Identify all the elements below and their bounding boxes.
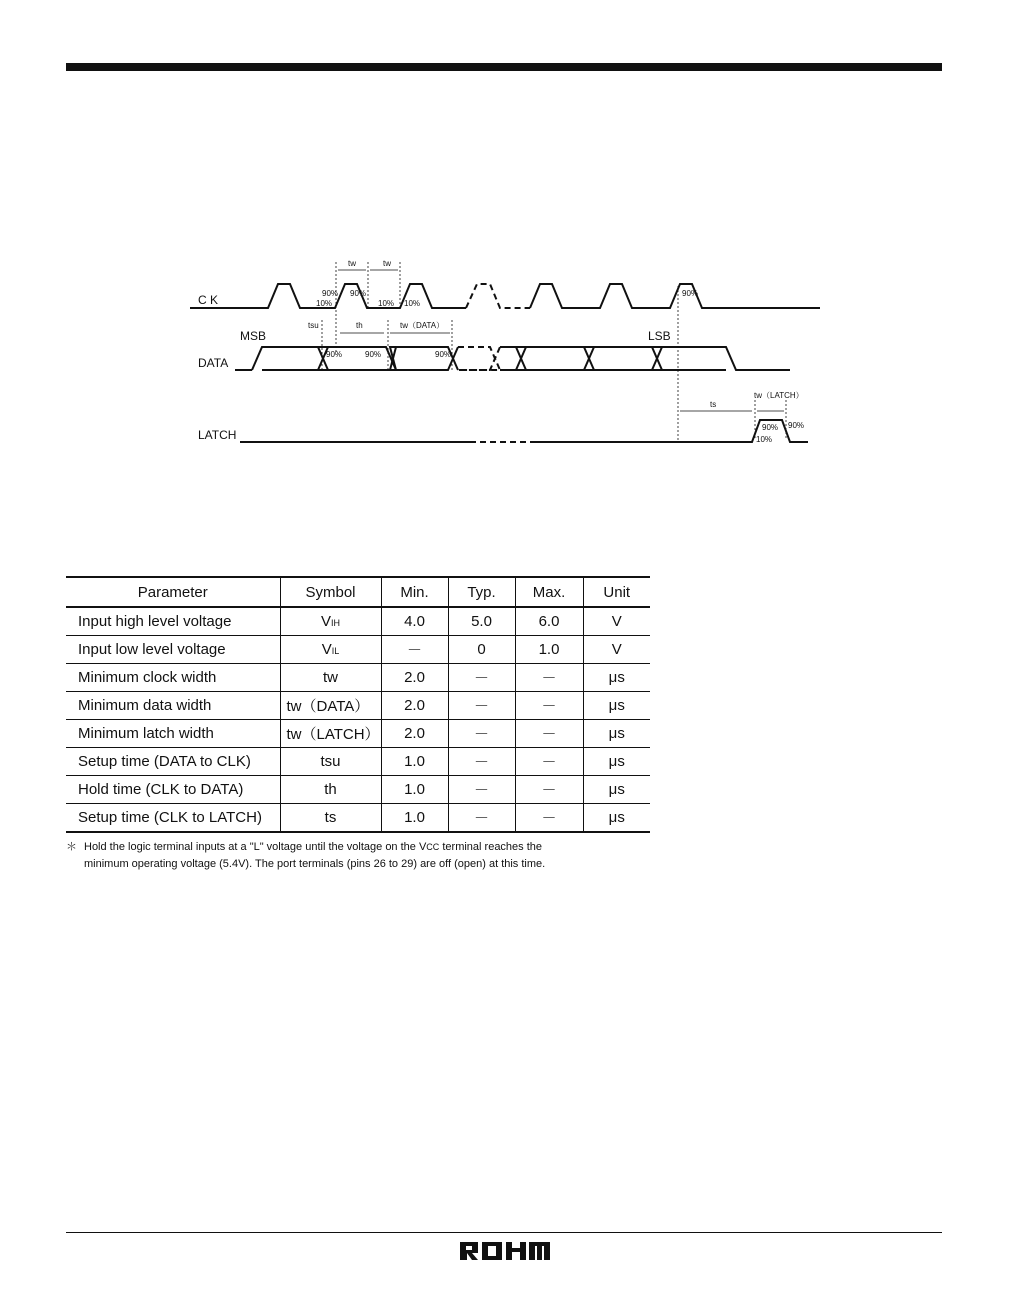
cell-parameter: Setup time (CLK to LATCH)	[66, 804, 280, 833]
tw-latch-label: tw（LATCH）	[754, 391, 804, 400]
cell-unit: μs	[583, 664, 650, 692]
cell-typ: －	[448, 748, 515, 776]
footnote	[66, 839, 686, 873]
cell-typ: －	[448, 720, 515, 748]
cell-parameter: Setup time (DATA to CLK)	[66, 748, 280, 776]
cell-max: －	[515, 748, 583, 776]
cell-max: 6.0	[515, 607, 583, 636]
pct-90-ck-lsb: 90%	[682, 289, 699, 298]
rohm-logo	[459, 1240, 551, 1262]
cell-max: －	[515, 692, 583, 720]
pct-90-latch-1: 90%	[762, 423, 779, 432]
data-waveform-upper-2	[500, 347, 790, 370]
tsu-label: tsu	[308, 321, 319, 330]
lsb-label: LSB	[648, 329, 671, 343]
pct-10-ck-1: 10%	[316, 299, 333, 308]
col-header-symbol: Symbol	[280, 577, 381, 607]
ck-waveform-2	[530, 284, 820, 308]
msb-label: MSB	[240, 329, 267, 343]
cell-parameter: Minimum latch width	[66, 720, 280, 748]
header-rule	[66, 63, 942, 71]
pct-90-data-3: 90%	[435, 350, 452, 359]
cell-typ: －	[448, 776, 515, 804]
cell-min: －	[381, 636, 448, 664]
cell-min: 1.0	[381, 748, 448, 776]
latch-label: LATCH	[198, 428, 237, 442]
table-row	[66, 692, 650, 720]
cell-max: －	[515, 776, 583, 804]
pct-90-ck-2: 90%	[350, 289, 367, 298]
cell-symbol: tw	[280, 664, 381, 692]
pct-90-ck-1: 90%	[322, 289, 339, 298]
pct-90-latch-2: 90%	[788, 421, 805, 430]
table-row	[66, 748, 650, 776]
table-row	[66, 636, 650, 664]
footnote-line-2: minimum operating voltage (5.4V). The port terminals (pins 26 to 29) are off (open) at this time.	[84, 858, 546, 870]
cell-typ: －	[448, 804, 515, 833]
timing-diagram	[190, 250, 820, 450]
cell-parameter: Input high level voltage	[66, 607, 280, 636]
data-waveform-upper	[252, 347, 458, 370]
cell-unit: μs	[583, 776, 650, 804]
cell-max: －	[515, 720, 583, 748]
cell-typ: 5.0	[448, 607, 515, 636]
data-waveform-lower	[262, 347, 458, 370]
cell-symbol: tw（DATA）	[280, 692, 381, 720]
col-header-typ: Typ.	[448, 577, 515, 607]
col-header-parameter: Parameter	[66, 577, 280, 607]
col-header-min: Min.	[381, 577, 448, 607]
asterisk-icon: ＊	[66, 841, 77, 853]
cell-min: 1.0	[381, 776, 448, 804]
cell-symbol: th	[280, 776, 381, 804]
cell-parameter: Input low level voltage	[66, 636, 280, 664]
table-row	[66, 804, 650, 833]
cell-min: 2.0	[381, 720, 448, 748]
tw-data-label: tw（DATA）	[400, 321, 445, 330]
table-row	[66, 720, 650, 748]
pct-90-data-1: 90%	[326, 350, 343, 359]
cell-symbol: tw（LATCH）	[280, 720, 381, 748]
table-row	[66, 664, 650, 692]
cell-unit: μs	[583, 804, 650, 833]
col-header-max: Max.	[515, 577, 583, 607]
ck-label: C K	[198, 293, 219, 307]
ck-waveform-dashed	[466, 284, 530, 308]
footer-rule	[66, 1232, 942, 1233]
footnote-line-1: ＊ Hold the logic terminal inputs at a "L" voltage until the voltage on the VCC terminal reaches the	[66, 839, 686, 856]
cell-max: 1.0	[515, 636, 583, 664]
cell-symbol: ts	[280, 804, 381, 833]
cell-parameter: Minimum data width	[66, 692, 280, 720]
cell-min: 4.0	[381, 607, 448, 636]
cell-typ: －	[448, 664, 515, 692]
cell-typ: －	[448, 692, 515, 720]
tw-label-2: tw	[383, 259, 391, 268]
table-row	[66, 776, 650, 804]
table-row	[66, 607, 650, 636]
data-label: DATA	[198, 356, 229, 370]
col-header-unit: Unit	[583, 577, 650, 607]
pct-10-ck-2: 10%	[378, 299, 395, 308]
cell-max: －	[515, 804, 583, 833]
tw-label-1: tw	[348, 259, 356, 268]
cell-symbol: VIL	[280, 636, 381, 664]
timing-spec-table	[66, 576, 650, 833]
cell-min: 2.0	[381, 664, 448, 692]
cell-unit: V	[583, 607, 650, 636]
pct-10-ck-3: 10%	[404, 299, 421, 308]
cell-max: －	[515, 664, 583, 692]
cell-min: 2.0	[381, 692, 448, 720]
cell-symbol: VIH	[280, 607, 381, 636]
data-waveform-dashed	[458, 347, 500, 370]
ts-label: ts	[710, 400, 717, 409]
table-header-row	[66, 577, 650, 607]
pct-90-data-2: 90%	[365, 350, 382, 359]
cell-min: 1.0	[381, 804, 448, 833]
data-waveform-lower-2	[500, 347, 726, 370]
pct-10-latch: 10%	[756, 435, 773, 444]
cell-symbol: tsu	[280, 748, 381, 776]
th-label: th	[356, 321, 363, 330]
cell-typ: 0	[448, 636, 515, 664]
cell-parameter: Minimum clock width	[66, 664, 280, 692]
cell-unit: μs	[583, 748, 650, 776]
cell-unit: μs	[583, 720, 650, 748]
cell-parameter: Hold time (CLK to DATA)	[66, 776, 280, 804]
cell-unit: V	[583, 636, 650, 664]
cell-unit: μs	[583, 692, 650, 720]
